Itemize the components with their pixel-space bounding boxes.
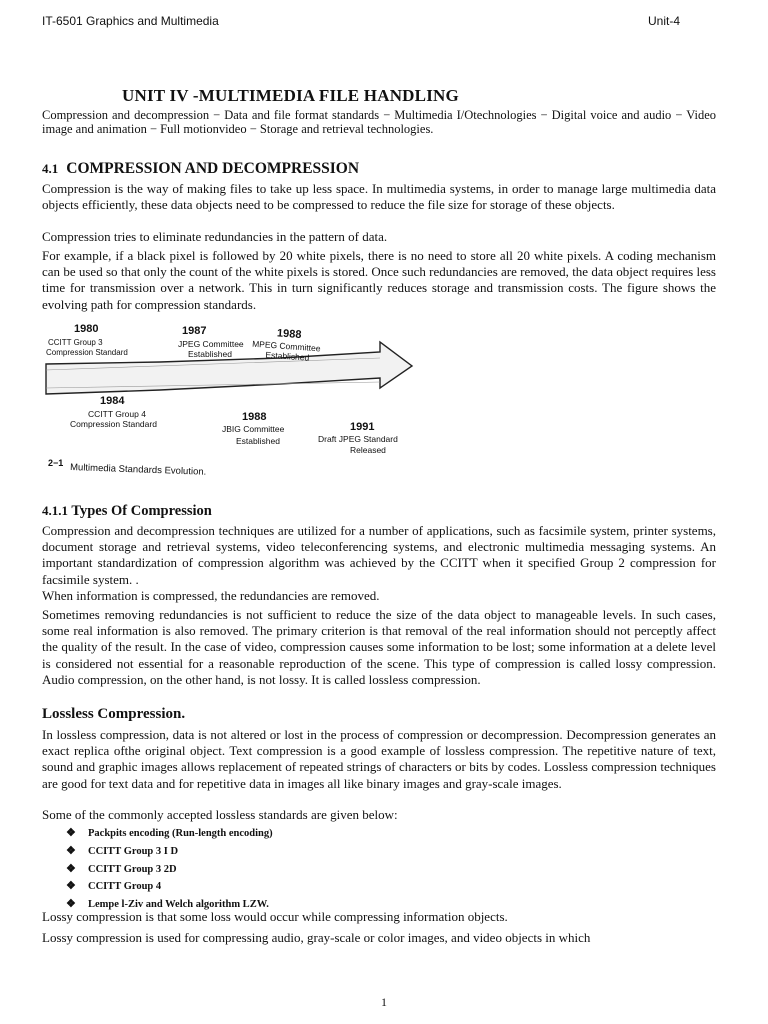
event-year: 1984	[100, 395, 125, 407]
section-title: Types Of Compression	[71, 503, 212, 519]
list-item: ❖ Packpits encoding (Run-length encoding)	[66, 825, 273, 843]
event-line: MPEG Committee	[251, 338, 321, 354]
event-year: 1988	[242, 411, 267, 423]
lossless-heading: Lossless Compression.	[42, 706, 186, 722]
diamond-bullet-icon: ❖	[66, 898, 76, 911]
section-4-1-heading	[42, 160, 359, 178]
diamond-bullet-icon: ❖	[66, 844, 76, 857]
section-4-1-paragraph-1: Compression is the way of making files to take up less space. In multimedia systems, in order to manage large multimedia data objects efficiently, these data objects need to be compressed to reduce the file size for storage of these objects.	[42, 181, 716, 213]
event-line: Compression Standard	[46, 348, 128, 357]
event-1984	[70, 395, 157, 429]
section-number: 4.1	[42, 161, 59, 176]
header-unit: Unit-4	[648, 14, 681, 28]
event-line: Established	[188, 349, 232, 359]
list-item: ❖ CCITT Group 4	[66, 878, 273, 896]
event-1987	[178, 325, 244, 359]
unit-title: UNIT IV -MULTIMEDIA FILE HANDLING	[122, 86, 459, 105]
event-line: JBIG Committee	[222, 424, 285, 434]
event-1991	[318, 421, 398, 455]
event-year: 1980	[74, 323, 99, 335]
event-year: 1988	[276, 327, 302, 342]
event-line: Released	[350, 445, 386, 455]
event-line: Established	[236, 436, 280, 446]
section-4-1-paragraph-3: For example, if a black pixel is followed by 20 white pixels, there is no need to store all 20 white pixels. A coding mechanism can be used so that only the count of the white pixels is stored. Once such redundancies are removed, the data object requires less time for transmission over a network. This in turn significantly reduces storage and transmission costs. The figure shows the evolving path for compression standards.	[42, 248, 716, 312]
event-line: Compression Standard	[70, 419, 157, 429]
event-year: 1991	[350, 421, 375, 433]
lossy-paragraph-2: Lossy compression is used for compressing audio, gray-scale or color images, and video objects in which	[42, 930, 591, 945]
diamond-bullet-icon: ❖	[66, 862, 76, 875]
list-item: ❖ CCITT Group 3 2D	[66, 861, 273, 879]
event-1980	[46, 323, 128, 357]
intro-topics: Compression and decompression − Data and file format standards − Multimedia I/Otechnologies − Digital voice and audio − Video image and animation − Full motionvideo − Storage and retrieval technologies.	[42, 108, 716, 136]
section-4-1-1-heading	[42, 503, 212, 520]
event-1988-jbig	[222, 411, 285, 446]
list-item: ❖ CCITT Group 3 I D	[66, 843, 273, 861]
caption-text: Multimedia Standards Evolution.	[69, 462, 207, 478]
event-line: Established	[265, 349, 310, 363]
list-item: ❖ Lempe l-Ziv and Welch algorithm LZW.	[66, 896, 273, 914]
types-paragraph-2: When information is compressed, the redundancies are removed.	[42, 588, 380, 603]
lossless-paragraph-1: In lossless compression, data is not altered or lost in the process of compression or decompression. Decompression generates an exact replica ofthe original object. Text compression is a good example of lossless compression. The repetitive nature of text, sound and graphic images allows replacement of repeated strings of characters or bits by codes. Lossless compression techniques are good for text data and for repetitive data in images all like binary images and gray-scale images.	[42, 727, 716, 791]
lossless-standards-list	[66, 825, 273, 914]
event-line: JPEG Committee	[178, 339, 244, 349]
diamond-bullet-icon: ❖	[66, 880, 76, 893]
types-paragraph-1: Compression and decompression techniques are utilized for a number of applications, such as facsimile system, printer systems, document storage and retrieval systems, video teleconferencing systems, and electronic multimedia messaging systems. An important standardization of compression algorithm was achieved by the CCITT when it specified Group 2 compression for facsimile system. .	[42, 523, 716, 587]
diamond-bullet-icon: ❖	[66, 827, 76, 839]
standards-evolution-figure	[40, 318, 420, 490]
event-year: 1987	[182, 325, 207, 337]
event-line: CCITT Group 4	[88, 409, 146, 419]
lossless-paragraph-2: Some of the commonly accepted lossless standards are given below:	[42, 807, 398, 822]
figure-caption	[48, 458, 206, 478]
section-number: 4.1.1	[42, 503, 68, 518]
lossy-paragraph-1: Lossy compression is that some loss would occur while compressing information objects.	[42, 909, 508, 924]
section-4-1-paragraph-2: Compression tries to eliminate redundancies in the pattern of data.	[42, 229, 388, 244]
event-line: Draft JPEG Standard	[318, 434, 398, 444]
section-title: COMPRESSION AND DECOMPRESSION	[66, 160, 360, 177]
types-paragraph-3: Sometimes removing redundancies is not sufficient to reduce the size of the data object to manageable levels. In such cases, some real information is also removed. The primary criterion is that removal of the real information should not perceptly affect the quality of the result. In the case of video, compression causes some information to be lost; some information at a delete level is considered not essential for a reasonable reproduction of the scene. This type of compression is called lossy compression. Audio compression, on the other hand, is not lossy. It is called lossless compression.	[42, 607, 716, 687]
event-line: CCITT Group 3	[48, 338, 103, 347]
caption-number: 2−1	[48, 458, 64, 468]
page-number: 1	[381, 995, 387, 1009]
header-course: IT-6501 Graphics and Multimedia	[42, 14, 219, 28]
